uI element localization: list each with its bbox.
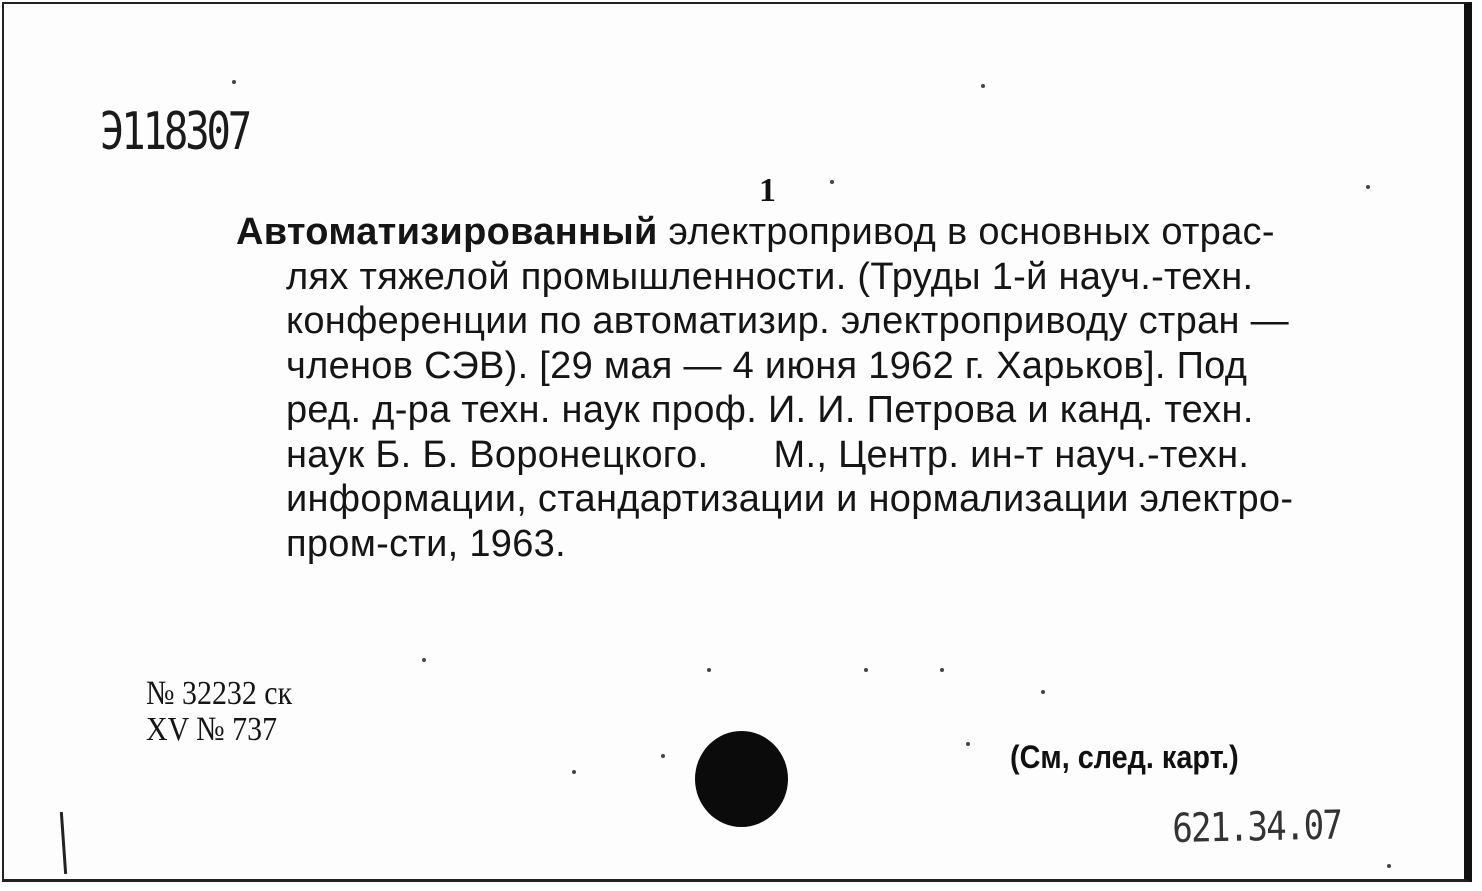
- entry-line-1-end: отрас-: [1161, 211, 1275, 253]
- entry-line-4: членов СЭВ). [29 мая — 4 июня 1962 г. Харьков]. Под: [286, 344, 1248, 387]
- punch-hole: [695, 731, 788, 827]
- continued-note: (См, след. карт.): [1010, 739, 1239, 775]
- scan-speck: [966, 742, 970, 746]
- scan-speck: [1041, 690, 1045, 694]
- entry-line-3: конференции по автоматизир. электроприводу стран —: [286, 300, 1289, 342]
- catalog-card: [2, 2, 1472, 882]
- catalog-numbers: [146, 676, 292, 748]
- scan-speck: [940, 668, 944, 672]
- entry-line-6: наук Б. Б. Воронецкого. М., Центр. ин-т науч.-техн.: [286, 433, 1250, 476]
- entry-title: Автоматизированный: [236, 211, 658, 253]
- catalog-number-line-1: № 32232 ск: [146, 675, 293, 712]
- scan-speck: [830, 180, 834, 184]
- scan-speck: [232, 80, 236, 84]
- scan-speck: [1366, 185, 1370, 189]
- entry-line-1-text: электропривод в основных: [668, 211, 1151, 253]
- scan-speck: [661, 754, 665, 758]
- sequence-number: 1: [759, 172, 776, 209]
- entry-line-5: ред. д-ра техн. наук проф. И. И. Петрова и канд. техн.: [286, 389, 1254, 431]
- inventory-number: Э118307: [100, 102, 250, 162]
- entry-line-7: информации, стандартизации и нормализации электро-: [286, 478, 1294, 520]
- scan-speck: [422, 658, 426, 662]
- bibliographic-entry: [236, 210, 1396, 566]
- udc-code-handwritten: 621.34.07: [1172, 802, 1342, 852]
- entry-line-1: [236, 210, 1396, 255]
- scan-speck: [981, 84, 985, 88]
- entry-line-2: лях тяжелой промышленности. (Труды 1-й науч.-техн.: [286, 255, 1254, 298]
- scan-mark-left: [60, 812, 67, 874]
- scan-speck: [707, 668, 711, 672]
- scan-speck: [1387, 864, 1391, 868]
- catalog-number-line-2: XV № 737: [146, 711, 278, 748]
- scan-speck: [864, 668, 868, 672]
- scan-speck: [572, 770, 576, 774]
- entry-line-8: пром-сти, 1963.: [286, 522, 566, 565]
